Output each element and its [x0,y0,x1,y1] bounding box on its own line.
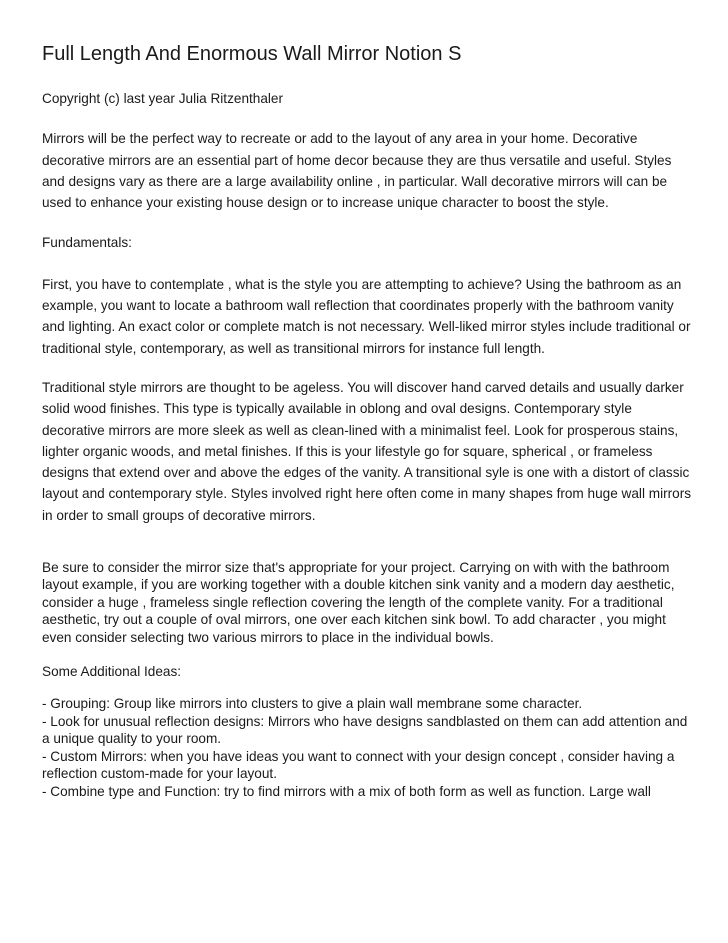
size-paragraph: Be sure to consider the mirror size that's appropriate for your project. Carrying on with with the bathroom layout example, if you are working together with a double kitchen sink vanity and a modern day aesthetic, consider a huge , frameless single reflection covering the length of the complete vanity. For a traditional aesthetic, try out a couple of oval mirrors, one over each kitchen sink bowl. To add character , you might even consider selecting two various mirrors to place in the individual bowls. [42,560,675,645]
ideas-heading: Some Additional Ideas: [42,664,182,680]
document-title: Full Length And Enormous Wall Mirror Notion S [42,43,462,65]
traditional-paragraph: Traditional style mirrors are thought to be ageless. You will discover hand carved details and usually darker solid wood finishes. This type is typically available in oblong and oval designs. Contemporary style decorative mirrors are more sleek as well as clean-lined with a minimalist feel. Look for prosperous stains, lighter organic woods, and metal finishes. If this is your lifestyle go for square, spherical , or frameless designs that extend over and above the edges of the vanity. A transitional syle is one with a distort of classic layout and contemporary style. Styles involved right here often come in many shapes from huge wall mirrors in order to small groups of decorative mirrors. [42,379,692,523]
document-page [42,42,692,800]
ideas-list [42,695,692,799]
list-item: - Combine type and Function: try to find mirrors with a mix of both form as well as function. Large wall [42,783,651,799]
copyright-line: Copyright (c) last year Julia Ritzenthaler [42,91,284,106]
list-item: - Grouping: Group like mirrors into clusters to give a plain wall membrane some character. [42,696,583,712]
fundamentals-heading: Fundamentals: [42,235,132,251]
intro-paragraph: Mirrors will be the perfect way to recreate or add to the layout of any area in your home. Decorative decorative mirrors are an essential part of home decor because they are thus versatile and useful. Styles and designs vary as there are a large availability online , in particular. Wall decorative mirrors will can be used to enhance your existing house design or to increase unique character to boost the style. [42,131,672,211]
first-paragraph: First, you have to contemplate , what is the style you are attempting to achieve? Using the bathroom as an example, you want to locate a bathroom wall reflection that coordinates properly with the bathroom vanity and lighting. An exact color or complete match is not necessary. Well-liked mirror styles include traditional or traditional style, contemporary, as well as transitional mirrors for instance full length. [42,276,691,356]
list-item: - Custom Mirrors: when you have ideas you want to connect with your design concept , consider having a reflection custom-made for your layout. [42,748,675,782]
list-item: - Look for unusual reflection designs: Mirrors who have designs sandblasted on them can add attention and a unique quality to your room. [42,713,688,747]
